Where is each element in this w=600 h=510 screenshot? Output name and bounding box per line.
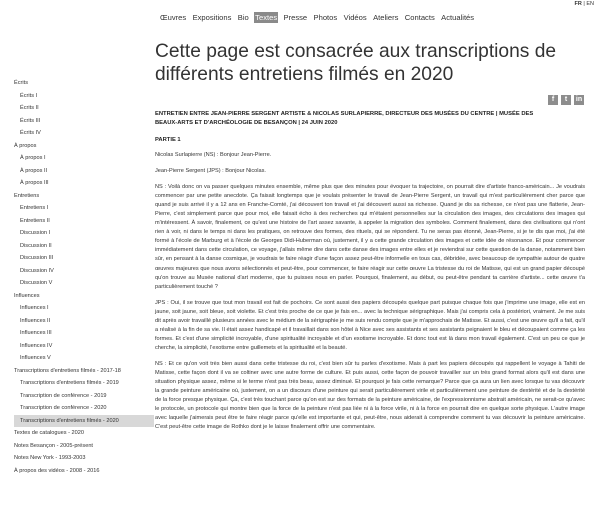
sidebar-item-3[interactable]: Écrits III — [20, 117, 41, 124]
sidebar-item-16[interactable]: Discussion V — [20, 280, 53, 286]
nav-item-7[interactable]: Ateliers — [373, 13, 399, 22]
sidebar-item-8[interactable]: À propos III — [20, 180, 49, 186]
sidebar-item-10[interactable]: Entretiens I — [20, 205, 49, 211]
sidebar-item-24[interactable]: Transcriptions d'entretiens filmés - 2019 — [20, 380, 119, 386]
article-heading: ENTRETIEN ENTRE JEAN-PIERRE SERGENT ARTISTE & NICOLAS SURLAPIERRE, DIRECTEUR DES MUSÉES DU CENTRE | MUSÉE DES BEAUX-ARTS ET D'ARCHÉOLOGIE DE BESANÇON | 24 JUIN 2020 — [155, 111, 534, 126]
sidebar-item-0[interactable]: Écrits — [14, 80, 28, 86]
sidebar-item-28[interactable]: Textes de catalogues - 2020 — [14, 430, 84, 436]
nav-item-6[interactable]: Vidéos — [343, 13, 367, 22]
article — [155, 110, 585, 432]
sidebar-item-11[interactable]: Entretiens II — [20, 217, 50, 224]
sidebar-item-30[interactable]: Notes New York - 1993-2003 — [14, 455, 86, 461]
article-body — [155, 151, 585, 432]
sidebar-item-26[interactable]: Transcription de conférence - 2020 — [20, 405, 107, 411]
sidebar-item-14[interactable]: Discussion III — [20, 255, 54, 261]
paragraph: NS : Et ce qu'on voit très bien aussi dans cette tristesse du roi, c'est bien sûr tu parles d'exotisme. Mais à part les papiers découpés qui rappellent le voyage à Tahiti de Matisse, cette façon dont il va se coltiner avec une autre forme de culture. Et puis aussi, cette façon de pouvoir travailler sur un très grand format alors qu'il est dans une situation physique assez, même si le terme n'est pas très beau, assez diminué. Et pourquoi je fais cette remarque? Parce que ça aura un lien avec lorsque tu vas découvrir la grande peinture américaine où, justement, on a un discours d'une peinture qui serait particulièrement virile et particulièrement une peinture de dextérité et de la dextérité de la force presque physique. Ça, c'est très touchant parce qu'on est sur des formats de la peinture américaine, de l'expressionnisme abstrait américain, ne serait-ce qu'avec le protocole, un protocole qui montre bien que la force de la peinture n'est pas liée ni à la force virile, ni à la force en pourrait dire en quelque sorte physique. L'autre image avec laquelle j'aimerais peut être te faire réagir parce qu'elle est importante et qui, peut-être, nous aiderait à comprendre comment tu vas découvrir la peinture américaine. C'est peut-être cette image de Rothko dont je le laisse finalement offrir une commentaire. — [155, 360, 585, 431]
twitter-icon[interactable]: t — [561, 95, 571, 105]
sidebar-item-6[interactable]: À propos I — [20, 155, 46, 161]
sidebar-item-18[interactable]: Influences I — [20, 305, 49, 311]
paragraph: NS : Voilà donc on va passer quelques minutes ensemble, même plus que des minutes pour évoquer ta trajectoire, on pourrait dire d'artiste franco-américain... Je voudrais commencer par une petite anecdote. Ça faisait longtemps que je voulais présenter le travail de Jean-Pierre Sergent, un travail qui m'est particulièrement cher parce que quand je suis arrivé il y a 12 ans en Franche-Comté, j'ai découvert ton travail et j'ai découvert aussi sa richesse. Quand je dis sa richesse, ce n'est pas une flatterie, Jean-Pierre, c'est simplement parce que pour moi, elle faisait écho à des recherches qui m'étaient personnelles sur la circulation des images, des circulations des images qui m'intéressent. À savoir, finalement, ce qu'est une histoire de l'art assez savante, à appeler la migration des symboles. Comment finalement, dans des civilisations qui n'ont rien à voir, ni dans le temps ni dans les pratiques, on retrouve des formes, des rituels, qui se répondent. Tu ne seras pas étonné, Jean-Pierre, si je te dis que moi, j'ai été formé à l'école de Marburg et à l'école de Georges Didi-Huberman où, justement, il y a cette grande circulation des images et cette idée de résonance. Et pour commencer immédiatement dans cette circulation, ce voyage, j'allais même dire dans cette danse des images entre elles et je reviendrai sur cette question de la danse, notamment bien sûr, en pensant à la danse cosmique, je voudrais te faire réagir d'une façon assez peut-être informelle en tous cas, débridée, avec beaucoup de sympathie autour de quatre œuvres majeures que nous avons sélectionnés et peut-être, pour commencer, te faire réagir sur cette œuvre La tristesse du roi de Matisse, qui est un grand papier découpé qu'on trouve au Musée national d'art moderne, que tu puisses nous en parler. Pourquoi, finalement, au début, ou peut-être pendant ta carrière d'artiste... cette œuvre t'a particulièrement touché ? — [155, 184, 585, 290]
sidebar-item-2[interactable]: Écrits II — [20, 105, 39, 111]
paragraph: Jean-Pierre Sergent (JPS) : Bonjour Nicolas. — [155, 168, 266, 175]
paragraph: Nicolas Surlapierre (NS) : Bonjour Jean-Pierre. — [155, 152, 272, 158]
nav-item-3[interactable]: Textes — [255, 13, 278, 22]
nav-item-4[interactable]: Presse — [283, 13, 308, 22]
sidebar-menu — [14, 77, 154, 477]
sidebar-item-13[interactable]: Discussion II — [20, 242, 52, 249]
sidebar-item-9[interactable]: Entretiens — [14, 192, 40, 199]
nav-item-8[interactable]: Contacts — [404, 13, 435, 22]
paragraph: JPS : Oui, il se trouve que tout mon travail est fait de pochoirs. Ce sont aussi des papiers découpés quelque part puisque chaque fois que j'imprime une image, elle est en jaune, soit jaune, soit bleue, soit violette. Et c'est très proche de ce que je fais en... avec la technique sérigraphique. Mais j'ai compris cela à postériori, vraiment. Je me suis dit après avoir travaillé plusieurs années avec le médium de la sérigraphie je me suis rendu compte que je m'approchais de Matisse. Et aussi, c'est une œuvre qu'il a fait, qu'il a réalisé à la fin de sa vie. Il était assez handicapé et il travaillait dans son hôtel à Nice avec ses assistants et ses assistants peignaient le bleu et découpaient comme ça les formes. Et c'est d'une simplicité incroyable, d'une spiritualité incroyable et d'un exotisme incroyable. Et donc tout est là dans mon travail également. C'est un peu ce que je cherche, la simplicité, l'exotisme entre guillemets et la spiritualité et la beauté. — [155, 299, 585, 351]
nav-item-1[interactable]: Expositions — [192, 13, 232, 22]
sidebar-item-29[interactable]: Notes Besançon - 2005-présent — [14, 442, 93, 449]
nav-item-2[interactable]: Bio — [237, 13, 249, 22]
sidebar-item-25[interactable]: Transcription de conférence - 2019 — [20, 392, 107, 399]
sidebar-item-22[interactable]: Influences V — [20, 355, 51, 361]
sidebar-item-17[interactable]: Influences — [14, 292, 40, 299]
linkedin-icon[interactable]: in — [575, 96, 583, 103]
nav-item-5[interactable]: Photos — [313, 13, 338, 22]
top-navigation — [159, 12, 479, 23]
page-title: Cette page est consacrée aux transcriptions de différents entretiens filmés en 2020 — [155, 41, 557, 85]
lang-fr-link[interactable]: FR — [574, 1, 582, 7]
sidebar-item-7[interactable]: À propos II — [20, 167, 48, 174]
nav-item-9[interactable]: Actualités — [441, 13, 475, 22]
facebook-icon[interactable]: f — [548, 95, 558, 105]
sidebar-item-15[interactable]: Discussion IV — [20, 267, 54, 274]
sidebar-item-4[interactable]: Écrits IV — [20, 130, 41, 136]
sidebar-item-27[interactable]: Transcriptions d'entretiens filmés - 2020 — [14, 415, 154, 428]
sidebar-item-21[interactable]: Influences IV — [20, 342, 53, 349]
lang-en-link[interactable]: EN — [586, 1, 594, 7]
sidebar-item-19[interactable]: Influences II — [20, 317, 51, 324]
sidebar-item-12[interactable]: Discussion I — [20, 230, 51, 236]
sidebar-item-5[interactable]: À propos — [14, 142, 37, 149]
share-icons — [548, 95, 584, 105]
language-switcher — [575, 1, 594, 7]
nav-item-0[interactable]: Œuvres — [160, 13, 187, 22]
lang-separator: | — [581, 1, 587, 7]
sidebar-item-1[interactable]: Écrits I — [20, 92, 38, 99]
part-label: PARTIE 1 — [155, 137, 181, 143]
sidebar-item-31[interactable]: À propos des vidéos - 2008 - 2016 — [14, 467, 100, 474]
sidebar-item-23[interactable]: Transcriptions d'entretiens filmés - 2017-18 — [14, 367, 121, 374]
sidebar-item-20[interactable]: Influences III — [20, 330, 52, 336]
